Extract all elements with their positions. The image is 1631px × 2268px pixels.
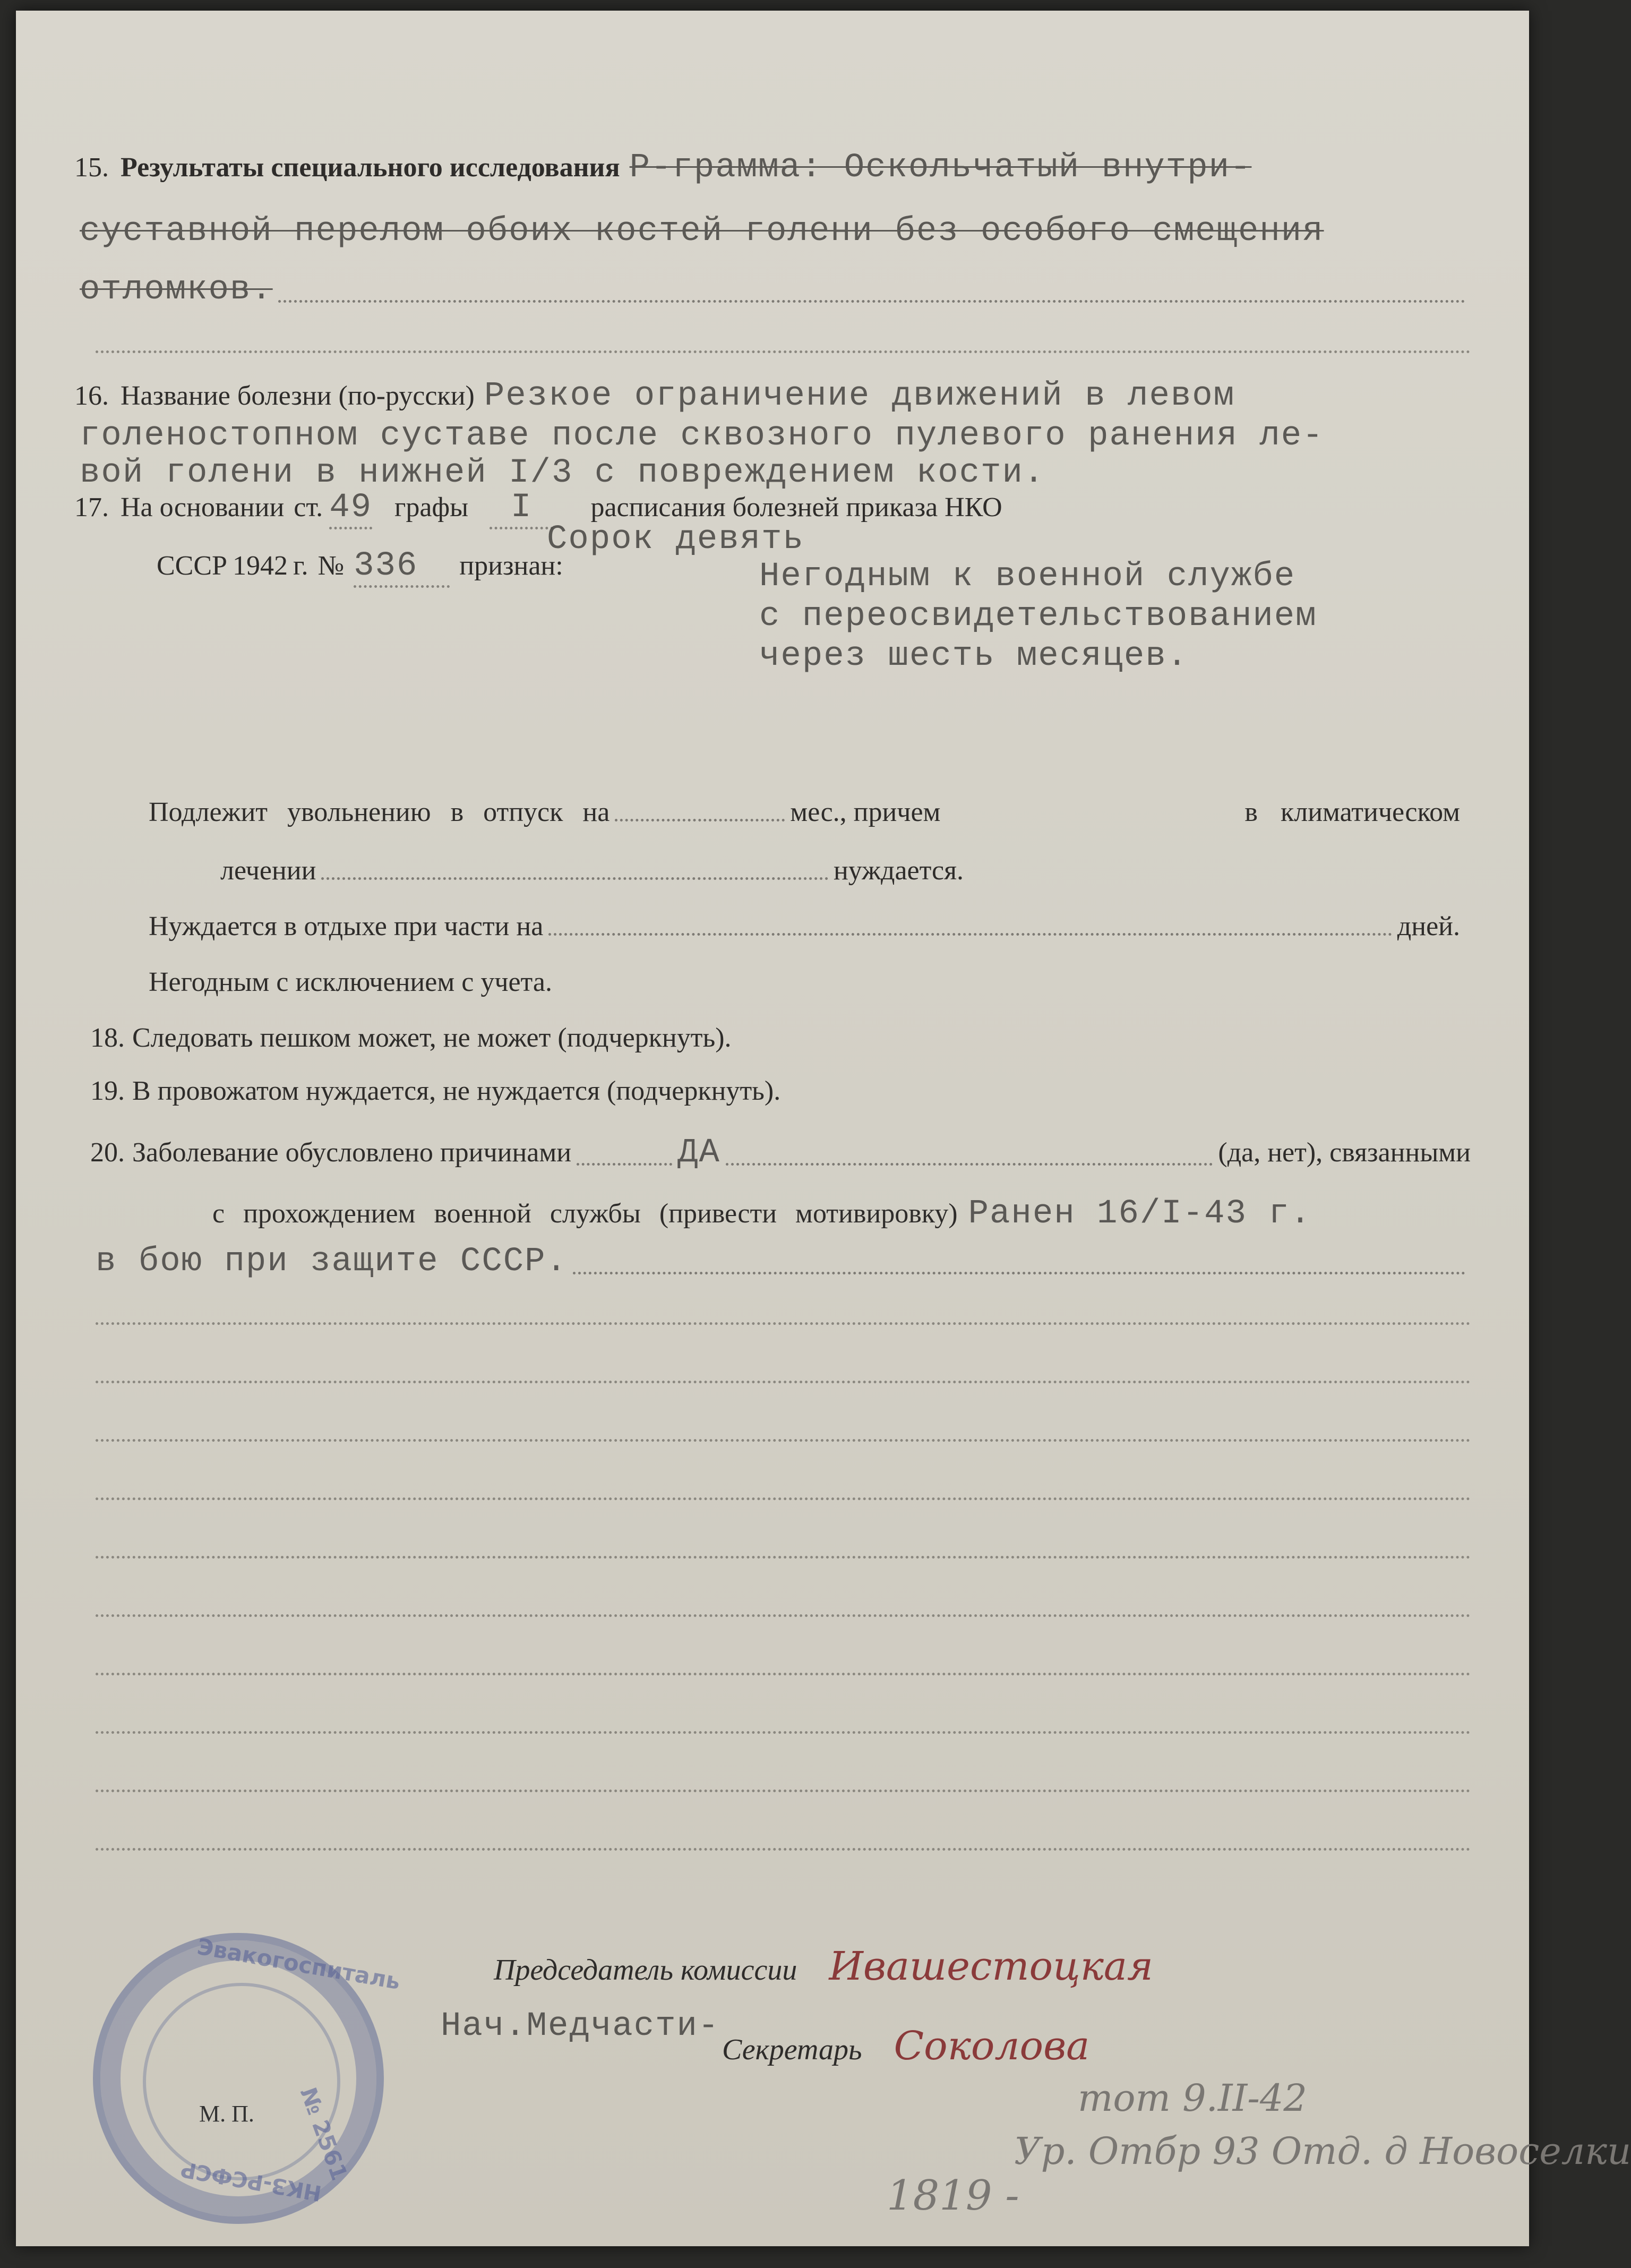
item-17-verdict-2-row [759,597,1317,636]
item-20-answer: ДА [677,1134,720,1172]
item-17-label-st: ст. [294,492,323,523]
med-head-line [441,2007,719,2046]
pencil-note-3-row [887,2172,1019,2220]
item-17-label-no: № [317,551,345,581]
secretary-label: Секретарь [722,2033,862,2066]
item-17-year: 1942 [232,551,288,581]
leave-months-label: мес., причем [790,797,941,827]
item-15-number: 15. [74,152,109,183]
climate-label: в климатическом [1244,797,1460,827]
item-17-line-2 [157,547,794,588]
item-17-label-ussr: СССР [157,551,227,581]
item-16-line-1 [74,377,1476,415]
treatment-label: лечении [220,855,316,886]
item-19-number: 19. [90,1076,125,1106]
chairman-signature: Ивашестоцкая [829,1944,1154,1989]
pencil-note-3: 1819 - [887,2172,1019,2220]
item-20-number: 20. [90,1137,125,1168]
treatment-line [220,855,964,886]
item-20-line-1 [90,1134,1471,1172]
days-label: дней. [1397,911,1460,942]
item-17-article: 49 [329,489,372,529]
blank-line [96,1381,1471,1383]
chairman-label: Председатель комиссии [494,1954,797,1987]
stamp-place-label: М. П. [199,2101,254,2127]
item-17-verdict-1-row [759,558,1295,596]
item-20-yesno-label: (да, нет), связанными [1218,1137,1471,1168]
item-17-column: I [490,489,553,529]
item-17-label-g: г. [293,551,308,581]
item-15-blank-line [96,350,1471,353]
stamp-text-right: № 2561 [295,2084,353,2184]
item-16-line-2 [80,417,1481,455]
needs-label: нуждается. [833,855,964,886]
item-17-number: 17. [74,492,109,523]
unfit-label: Негодным с исключением с учета. [149,967,552,997]
item-16-label: Название болезни (по-русски) [121,381,475,411]
chairman-line [494,1944,1153,1989]
item-17-label-rasp: расписания болезней приказа НКО [590,492,1002,523]
secretary-line [722,2023,1089,2069]
pencil-note-2: Ур. Отбр 93 Отд. д Новоселки [1014,2129,1631,2173]
blank-line [96,1556,1471,1559]
item-16-value-2: голеностопном суставе после сквозного пулевого ранения ле- [80,417,1324,455]
item-17-column-words: Сорок девять [547,520,804,559]
item-15-line-1 [74,149,1476,187]
item-18-line [90,1022,732,1054]
rest-label: Нуждается в отдыхе при части на [149,911,544,942]
blank-line [96,1790,1471,1792]
pencil-note-1: тот 9.II-42 [1078,2076,1307,2120]
item-20-label: Заболевание обусловлено причинами [132,1137,572,1168]
rest-line [149,911,1460,942]
pencil-note-1-row [1078,2076,1307,2120]
item-15-value-2: суставной перелом обоих костей голени без особого смещения [80,212,1324,251]
blank-line [96,1497,1471,1500]
item-19-line [90,1075,780,1107]
item-17-label-osn: На основании [121,492,285,523]
item-17-label-priznan: признан: [459,551,563,581]
item-16-value-1: Резкое ограничение движений в левом [484,377,1235,415]
stamp-text-bottom: НКЗ-РСФСР [179,2156,324,2205]
med-head-label: Нач.Медчасти- [441,2007,720,2046]
item-15-value-1: Р-грамма: Оскольчатый внутри- [629,149,1252,187]
item-18-text: Следовать пешком может, не может (подчеркнуть). [132,1023,732,1053]
secretary-signature: Соколова [894,2023,1090,2069]
item-17-verdict-2: с переосвидетельствованием [759,597,1317,636]
item-16-number: 16. [74,381,109,411]
blank-line [96,1673,1471,1675]
stamp-text-top: Эвакогоспиталь [195,1933,402,1995]
item-17-verdict-3-row [759,637,1188,675]
unfit-line [149,966,552,998]
document-sheet [16,11,1631,2246]
item-15-line-3 [80,271,1471,309]
item-20-line-2 [212,1195,1471,1233]
blank-line [96,1731,1471,1734]
blank-line [96,1439,1471,1442]
item-15-line-2 [80,212,1481,251]
item-16-value-3: вой голени в нижней I/3 с повреждением кости. [80,454,1045,492]
item-17-order-number: 336 [354,547,450,588]
blank-line [96,1322,1471,1325]
item-16-line-3 [80,454,1481,492]
leave-label: Подлежит увольнению в отпуск на [149,797,610,827]
item-17-verdict-3: через шесть месяцев. [759,637,1189,675]
item-20-motive-1: Ранен 16/I-43 г. [968,1195,1312,1233]
item-20-motive-label: с прохождением военной службы (привести мотивировку) [212,1199,958,1229]
item-20-motive-2: в бою при защите СССР. [96,1243,568,1281]
item-15-value-3: отломков. [80,271,273,309]
leave-line [149,797,1460,828]
round-stamp [93,1933,402,2224]
item-17-label-grafy: графы [394,492,469,523]
pencil-note-2-row [1014,2129,1631,2173]
blank-line [96,1848,1471,1851]
item-15-label: Результаты специального исследования [121,152,620,183]
item-17-verdict-1: Негодным к военной службе [759,558,1296,596]
blank-line [96,1614,1471,1617]
item-18-number: 18. [90,1023,125,1053]
item-20-line-3 [96,1243,1471,1281]
item-19-text: В провожатом нуждается, не нуждается (подчеркнуть). [132,1076,781,1106]
